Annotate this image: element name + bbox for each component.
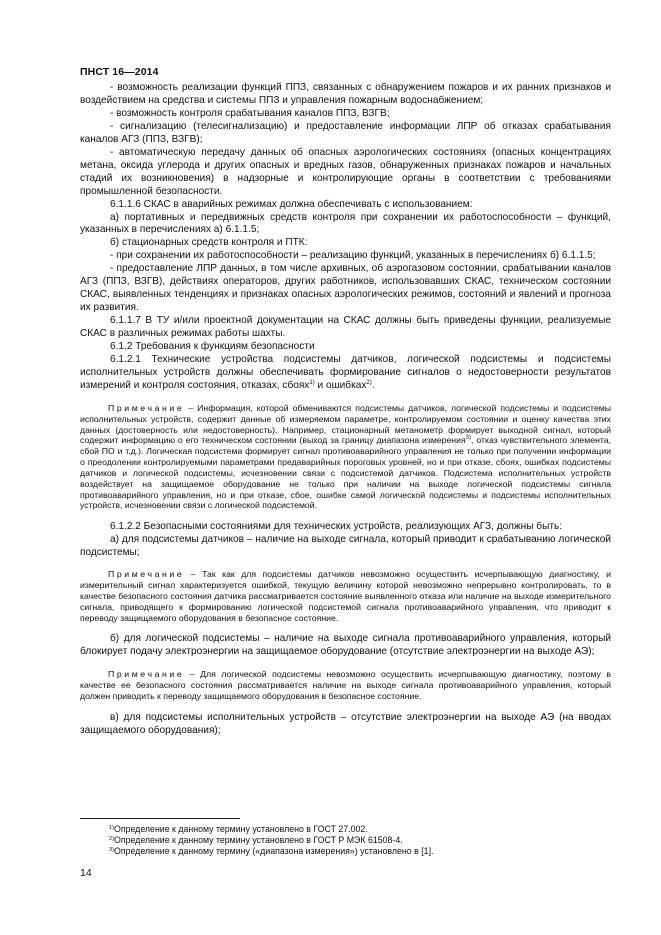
page-number: 14 — [80, 867, 92, 879]
note-2: Примечание – Так как для подсистемы датчиков невозможно осуществить исчерпывающую диагностику, и измерительный сигнал характеризуется ошибкой, текущую величину которой невозможно непрерывно контролировать, то в качестве безопасного состояния датчика рассматривается состояние выявленного отказа или наличие на выходе измерительного сигнала, приводящего к формированию логической подсистемой сигнала противоаварийного управления, что приводит к переводу защищаемого оборудования в безопасное состояние. — [80, 569, 611, 623]
paragraph: - при сохранении их работоспособности – реализацию функций, указанных в перечислениях б) 6.1.1.5; — [110, 250, 596, 262]
paragraph: - автоматическую передачу данных об опасных аэрологических состояниях (опасных концентрациях метана, оксида углерода и других опасных и вредных газов, обнаруженных признаках пожаров и начальных стадий их возникновения) в надзорные и контролирующие органы в соответствии с требованиями промышленной безопасности. — [80, 146, 611, 197]
footnote-ref: 2) — [366, 379, 372, 386]
section-6-1-1-7: 6.1.1.7 В ТУ и/или проектной документации на СКАС должны быть приведены функции, реализуемые СКАС в различных режимах работы шахты. — [80, 315, 611, 340]
footnote: $^{2)}$Определение к данному термину установлено в ГОСТ Р МЭК 61508-4. — [109, 835, 403, 846]
section-6-1-1-6: 6.1.1.6 СКАС в аварийных режимах должна обеспечивать с использованием: — [110, 198, 473, 210]
section-6-1-2-2: 6.1.2.2 Безопасными состояниями для технических устройств, реализующих АГЗ, должны быть: — [110, 521, 563, 533]
note-label: Примечание — [108, 669, 185, 680]
note-1: Примечание – Информация, которой обмениваются подсистемы датчиков, логической подсистемы и подсистемы исполнительных устройств, содержит данные об измеряемом параметре, контролируемом состоянии и оценку качества этих данных (достоверность или недостоверность). Например, стационарный метанометр формирует выходной сигнал, который содержит информацию о его техническом состоянии (выход за границу диапазона измерения$^{3)}$, отказ чувствительного элемента, сбой ПО и т.д.). Логическая подсистема формирует сигнал противоаварийного управления не только при получении информации о преодолении контролируемыми параметрами предаварийных пороговых уровней, но и при отказе, сбоях, ошибках подсистемы датчиков и логической подсистемы, исчезновении связи с подсистемой датчиков. Подсистема исполнительных устройств воздействует на защищаемое оборудование не только при наличии на выходе логической подсистемы сигнала противоаварийного управления, но и при отказе, сбое, ошибке самой логической подсистемы и подсистемы исполнительных устройств, исчезновении связи с логической подсистемой. — [80, 402, 611, 511]
paragraph: - предоставление ЛПР данных, в том числе архивных, об аэрогазовом состоянии, срабатывании каналов АГЗ (ППЗ, ВЗГВ), действиях операторов, других работников, использовавших СКАС, техническом состоянии СКАС, выявленных тенденциях и признаках опасных аэрологических режимов, состояний и явлений и прогноза их развития. — [80, 263, 611, 314]
paragraph: - сигнализацию (телесигнализацию) и предоставление информации ЛПР об отказах срабатывания каналов АГЗ (ППЗ, ВЗГВ); — [80, 120, 611, 145]
note-3: Примечание – Для логической подсистемы невозможно осуществить исчерпывающую диагностику, поэтому в качестве ее безопасного состояния рассматривается наличие на выходе сигнала противоаварийного управления, который должен приводить к переводу защищаемого оборудования в безопасное состояние. — [80, 669, 611, 701]
section-6-1-2-1: 6.1.2.1 Технические устройства подсистемы датчиков, логической подсистемы и подсистемы исполнительных устройств должны обеспечивать формирование сигналов о недостоверности результатов измерений и контроля состояния, отказах, сбоях$^{1)}$ и ошибках$^{2)}$. — [80, 354, 611, 391]
footnote-divider — [80, 818, 240, 819]
footnote: $^{1)}$Определение к данному термину установлено в ГОСТ 27.002. — [109, 824, 368, 834]
paragraph: - возможность реализации функций ППЗ, связанных с обнаружением пожаров и их ранних признаков и воздействием на средства и системы ППЗ и управления пожарным водоснабжением; — [80, 82, 611, 106]
paragraph: б) стационарных средств контроля и ПТК: — [110, 237, 308, 249]
page-body — [80, 82, 611, 738]
footnote-ref: 3) — [465, 435, 471, 442]
footnotes — [109, 824, 433, 858]
list-item-c: в) для подсистемы исполнительных устройств – отсутствие электроэнергии на выходе АЭ (на вводах защищаемого оборудования); — [80, 711, 611, 736]
footnote-ref: 1) — [309, 379, 315, 386]
footnote: $^{3)}$Определение к данному термину («диапазона измерения») установлено в [1]. — [109, 846, 434, 857]
list-item-a: а) для подсистемы датчиков – наличие на выходе сигнала, который приводит к срабатыванию логической подсистемы; — [80, 534, 611, 559]
paragraph: а) портативных и передвижных средств контроля при сохранении их работоспособности – функций, указанных в перечислениях а) 6.1.1.5; — [80, 211, 611, 236]
paragraph: - возможность контроля срабатывания каналов ППЗ, ВЗГВ; — [110, 107, 390, 119]
list-item-b: б) для логической подсистемы – наличие на выходе сигнала противоаварийного управления, который блокирует подачу электроэнергии на защищаемое оборудование (отсутствие электроэнергии на выходе АЭ); — [80, 633, 611, 658]
document-header: ПНСТ 16—2014 — [80, 66, 159, 78]
note-label: Примечание — [108, 569, 185, 580]
note-label: Примечание — [108, 402, 185, 413]
section-6-1-2-heading: 6.1.2 Требования к функциям безопасности — [110, 341, 315, 353]
